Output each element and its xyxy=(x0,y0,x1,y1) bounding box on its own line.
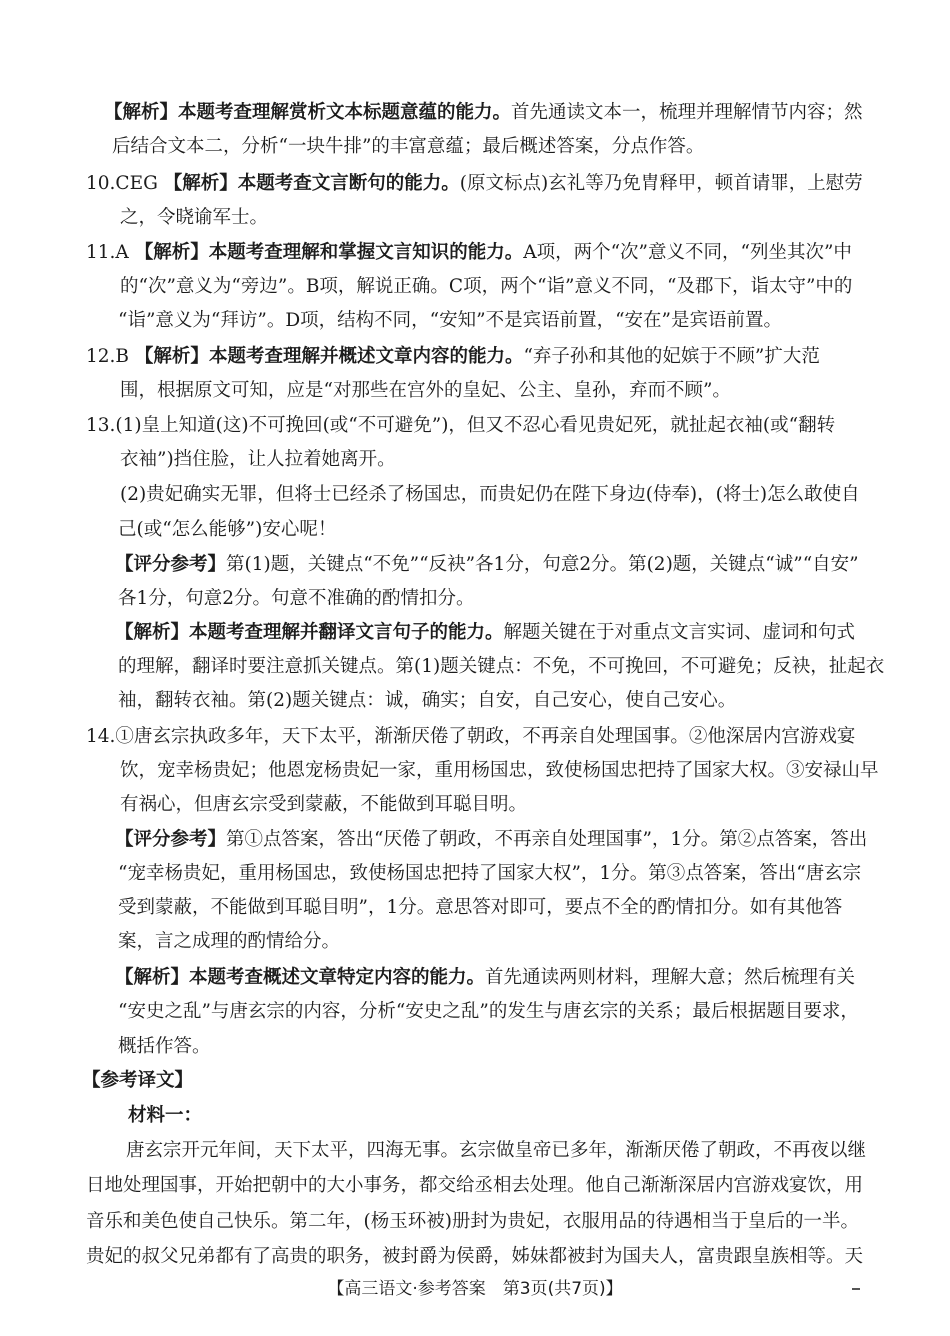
analysis-focus: 本题考查理解并翻译文言句子的能力。 xyxy=(189,622,504,643)
analysis-focus: 本题考查理解和掌握文言知识的能力。 xyxy=(208,242,524,263)
analysis-focus: 本题考查理解并概述文章内容的能力。 xyxy=(208,346,524,367)
analysis-focus: 本题考查概述文章特定内容的能力。 xyxy=(189,967,486,988)
translation-line-3: 音乐和美色使自己快乐。第二年，(杨玉环被)册封为贵妃，衣服用品的待遇相当于皇后的一半。 xyxy=(86,1211,859,1232)
translation-heading: 【参考译文】 xyxy=(82,1070,194,1091)
q13-analysis-line-3: 袖，翻转衣袖。第(2)题关键点：诚，确实；自安，自己安心，使自己安心。 xyxy=(118,690,737,711)
q14-analysis-line-1 xyxy=(115,966,855,990)
question-number: 10. xyxy=(86,173,116,194)
answer-text: ①唐玄宗执政多年，天下太平，渐渐厌倦了朝政，不再亲自处理国事。②他深居内宫游戏宴 xyxy=(115,726,856,747)
q14-line-2: 饮，宠幸杨贵妃；他恩宠杨贵妃一家，重用杨国忠，致使杨国忠把持了国家大权。③安禄山早 xyxy=(120,760,879,781)
score-text: 第(1)题，关键点“不免”“反袂”各1分，句意2分。第(2)题，关键点“诚”“自安” xyxy=(226,554,859,575)
q9-analysis-line-1 xyxy=(104,101,863,125)
translation-subheading: 材料一： xyxy=(128,1105,203,1126)
analysis-text: 首先通读两则材料，理解大意；然后梳理有关 xyxy=(485,967,856,988)
q14-score-line-4: 案，言之成理的酌情给分。 xyxy=(118,931,341,952)
question-number: 13. xyxy=(86,415,116,436)
question-number: 14. xyxy=(86,726,116,747)
q14-score-line-3: 受到蒙蔽，不能做到耳聪目明”，1分。意思答对即可，要点不全的酌情扣分。如有其他答 xyxy=(118,897,843,918)
analysis-text: A项，两个“次”意义不同，“列坐其次”中 xyxy=(523,242,852,263)
q13-line-4: 己(或“怎么能够”)安心呢！ xyxy=(118,519,337,540)
q14-analysis-line-2: “安史之乱”与唐玄宗的内容，分析“安史之乱”的发生与唐玄宗的关系；最后根据题目要求， xyxy=(118,1001,859,1022)
q10-line-2: 之，令晓谕军士。 xyxy=(120,207,269,228)
q14-score-line-1 xyxy=(115,828,867,852)
analysis-text: “弃子孙和其他的妃嫔于不顾”扩大范 xyxy=(523,346,820,367)
corner-mark xyxy=(852,1288,860,1290)
analysis-tag: 【解析】 xyxy=(104,102,179,123)
analysis-text: (原文标点)玄礼等乃免胄释甲，顿首请罪，上慰劳 xyxy=(459,173,863,194)
question-number: 12. xyxy=(86,346,116,367)
q11-line-1 xyxy=(86,241,852,265)
q9-analysis-line-2: 后结合文本二，分析“一块牛排”的丰富意蕴；最后概述答案，分点作答。 xyxy=(112,136,705,157)
analysis-tag: 【解析】 xyxy=(115,967,190,988)
page-footer: 【高三语文·参考答案 第3页(共7页)】 xyxy=(327,1279,623,1299)
q13-score-line-2: 各1分，句意2分。句意不准确的酌情扣分。 xyxy=(118,588,475,609)
q13-line-2: 衣袖”)挡住脸，让人拉着她离开。 xyxy=(120,449,396,470)
question-number: 11. xyxy=(86,242,116,263)
answer-letter: A xyxy=(115,242,129,263)
analysis-tag: 【解析】 xyxy=(134,242,209,263)
q12-line-1 xyxy=(86,345,820,369)
score-tag: 【评分参考】 xyxy=(115,554,227,575)
q10-line-1 xyxy=(86,172,863,196)
q13-score-line-1 xyxy=(115,553,859,577)
analysis-tag: 【解析】 xyxy=(115,622,190,643)
translation-line-4: 贵妃的叔父兄弟都有了高贵的职务，被封爵为侯爵，姊妹都被封为国夫人，富贵跟皇族相等。天 xyxy=(86,1246,864,1267)
q14-analysis-line-3: 概括作答。 xyxy=(118,1036,211,1057)
score-tag: 【评分参考】 xyxy=(115,829,227,850)
q11-line-3: “诣”意义为“拜访”。D项，结构不同，“安知”不是宾语前置，“安在”是宾语前置。 xyxy=(118,310,782,331)
translation-line-1: 唐玄宗开元年间，天下太平，四海无事。玄宗做皇帝已多年，渐渐厌倦了朝政，不再夜以继 xyxy=(126,1140,867,1161)
q12-line-2: 围，根据原文可知，应是“对那些在宫外的皇妃、公主、皇孙，弃而不顾”。 xyxy=(120,380,731,401)
analysis-tag: 【解析】 xyxy=(163,173,238,194)
q13-analysis-line-1 xyxy=(115,621,855,645)
q13-line-3: (2)贵妃确实无罪，但将士已经杀了杨国忠，而贵妃仍在陛下身边(侍奉)，(将士)怎么敢使自 xyxy=(120,484,860,505)
q14-line-1 xyxy=(86,725,855,749)
q14-line-3: 有祸心，但唐玄宗受到蒙蔽，不能做到耳聪目明。 xyxy=(120,794,528,815)
answer-letter: B xyxy=(115,346,130,367)
q13-line-1 xyxy=(86,414,835,438)
analysis-focus: 本题考查文言断句的能力。 xyxy=(237,173,460,194)
answer-text: (1)皇上知道(这)不可挽回(或“不可避免”)，但又不忍心看见贵妃死，就扯起衣袖(或“翻转 xyxy=(115,415,836,436)
q11-line-2: 的“次”意义为“旁边”。B项，解说正确。C项，两个“诣”意义不同，“及郡下，诣太守”中的 xyxy=(120,276,853,297)
q13-analysis-line-2: 的理解，翻译时要注意抓关键点。第(1)题关键点：不免，不可挽回，不可避免；反袂，扯起衣 xyxy=(118,656,885,677)
q14-score-line-2: “宠幸杨贵妃，重用杨国忠，致使杨国忠把持了国家大权”，1分。第③点答案，答出“唐玄宗 xyxy=(118,863,862,884)
score-text: 第①点答案，答出“厌倦了朝政，不再亲自处理国事”，1分。第②点答案，答出 xyxy=(226,829,868,850)
analysis-text: 首先通读文本一，梳理并理解情节内容；然 xyxy=(511,102,863,123)
analysis-focus: 本题考查理解赏析文本标题意蕴的能力。 xyxy=(178,102,512,123)
translation-line-2: 日地处理国事，开始把朝中的大小事务，都交给丞相去处理。他自己渐渐深居内宫游戏宴饮，用 xyxy=(86,1175,864,1196)
answer-letters: CEG xyxy=(115,173,158,194)
analysis-tag: 【解析】 xyxy=(134,346,209,367)
analysis-text: 解题关键在于对重点文言实词、虚词和句式 xyxy=(503,622,856,643)
